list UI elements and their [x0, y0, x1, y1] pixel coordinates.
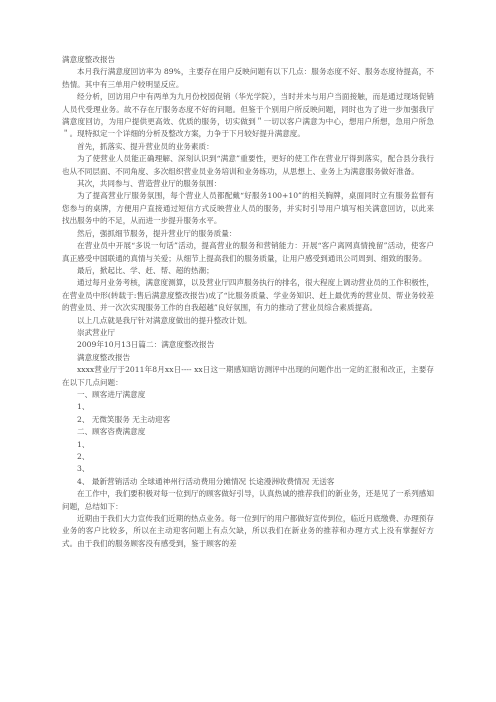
paragraph: 其次，共同参与、营造营业厅的服务氛围： [77, 179, 222, 189]
section-title: 满意度整改报告 [77, 352, 131, 362]
paragraph: 在营业员中开展“多说一句话”活动，提高营业的服务和营销能力：开展“客户离网真情挽留”活动，使客户真正感受中国联通的真情与关爱；从细节上提高我们的服务质量，让用户感受到通讯公司周到、细致的服务。 [62, 241, 434, 263]
list-item: 1、 [77, 402, 90, 412]
paragraph: xxxx营业厅于2011年8月xx日---- xx日这一期感知暗访测评中出现的问题作出一定的汇报和改正，主要存在以下几点问题： [62, 365, 434, 387]
paragraph: 以上几点就是我厅针对满意度做出的提升整改计划。 [77, 315, 252, 325]
date-line: 2009年10月13日篇二：满意度整改报告 [77, 340, 215, 350]
list-item: 2、 [77, 452, 90, 461]
list-heading: 一、顾客进厅满意度 [77, 389, 146, 399]
paragraph: 通过每月业务考核，满意度测算，以及营业厅四声服务执行的排名，很大程度上调动营业员的工作积极性，在营业员中形(转载于:售后满意度整改报告)成了“比服务质量、学业务知识、赶上最优秀的营业员、帮业务较差的营业员、并一次次实现服务工作的自我超越”良好氛围，有力的推动了营业员综合素质提高。 [62, 278, 434, 313]
paragraph: 最后，掀起比、学、赶、帮、超的热潮； [77, 265, 214, 275]
list-item: 2、 无微笑服务 无主动迎客 [77, 414, 171, 424]
paragraph: 近期由于我们大力宣传我们近期的热点业务。每一位到厅的用户都做好宣传到位，临近月底缴费、办理预存业务的客户比较多，所以在主动迎客问题上有点欠缺，所以我们在新业务的推荐和办理方式上没有掌握好方式。由于我们的服务顾客没有感受到，鉴于顾客的差 [62, 514, 434, 548]
paragraph: 本月我行满意度回访率为 89%，主要存在用户反映问题有以下几点：服务态度不好、服务态度待提高，不热情。其中有三单用户较明显反应。 [62, 67, 434, 89]
paragraph: 然后，强抓细节服务，提升营业厅的服务质量： [77, 228, 237, 238]
paragraph: 经分析，回访用户中有两单为九月份校园促销（华光学院），当时并未与用户当面接触，而是通过现场促销人员代受理业务。故不存在厅服务态度不好的问题。但鉴于个别用户所反映问题，同时也为了进一步加强我厅满意度回访，为用户提供更高效、优质的服务，切实做到＂一切以客户满意为中心，想用户所想，急用户所急＂。现特拟定一个详细的分析及整改方案，力争于下月较好提升满意度。 [62, 92, 434, 139]
paragraph: 为了提高营业厅服务氛围，每个营业人员都配戴“好服务100+10”的相关胸牌，桌面同时立有服务监督有您参与的桌牌，方便用户直接通过短信方式反映营业人员的服务，并实时引导用户填写相关满意回访，以此来找出服务中的不足，从而进一步提升服务水平。 [62, 191, 434, 226]
paragraph: 首先，抓落实、提升营业员的业务素质： [77, 141, 214, 151]
paragraph: 在工作中，我们要积极对每一位到厅的顾客做好引导，认真热诚的推荐我们的新业务，还是见了一系列感知问题，总结如下： [62, 489, 434, 511]
list-item: 1、 [77, 439, 90, 449]
paragraph: 为了使营业人员能正确理解、深刻认识到“满意”重要性，更好的使工作在营业厅得到落实，配合县分我行也从不同层面、不同角度、多次组织营业员业务培训和业务练功，从思想上、业务上为满意服务做好准备。 [62, 154, 434, 176]
list-heading: 二、顾客咨费满意度 [77, 427, 146, 437]
document-title: 满意度整改报告 [62, 55, 116, 64]
list-item: 3、 [77, 464, 90, 474]
signature-line: 崇武营业厅 [77, 327, 115, 337]
list-item: 4、 最新营销活动 全球通神州行活动费用分摊情况 长途漫洲收费情况 无送客 [77, 476, 335, 486]
